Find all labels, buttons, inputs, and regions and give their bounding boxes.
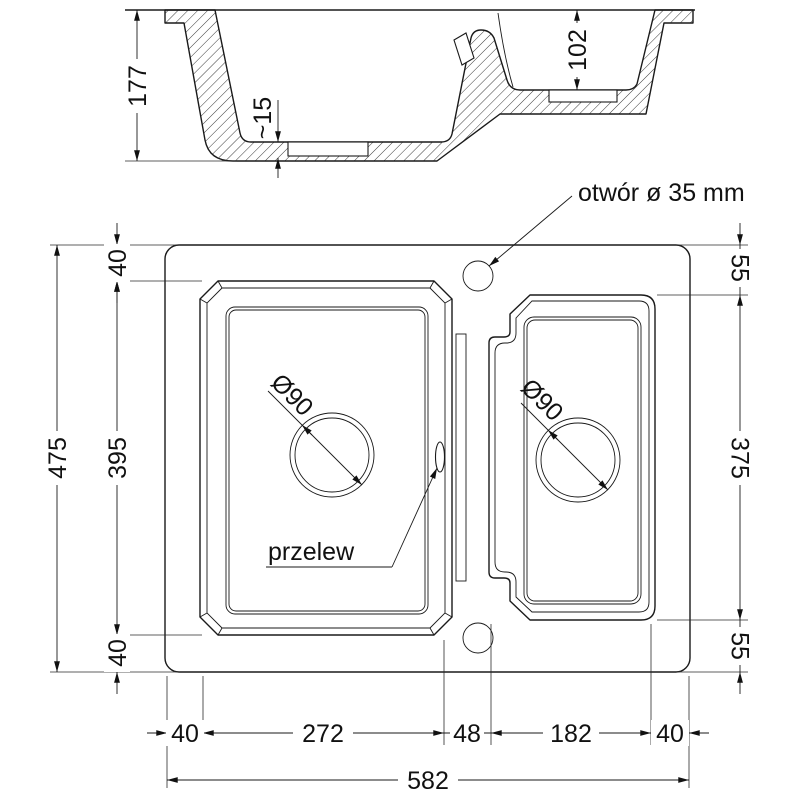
section-view — [125, 10, 695, 161]
dim-bottom-total: 582 — [407, 766, 449, 795]
faucet-hole-bottom — [463, 623, 493, 653]
divider-channel — [456, 334, 466, 581]
dim-section-depth-small: 102 — [563, 29, 592, 71]
dimension-texts — [44, 23, 754, 795]
dim-right-bowl: 375 — [725, 437, 754, 479]
dim-left-bowl: 395 — [103, 437, 132, 479]
dim-left-total: 475 — [43, 437, 72, 479]
dim-left-bottom: 40 — [103, 639, 132, 667]
overflow-label: przelew — [268, 538, 355, 566]
overflow-oval — [436, 442, 445, 472]
faucet-hole-top — [463, 261, 493, 291]
dim-bottom-bowl-right: 182 — [550, 719, 592, 748]
left-drain-recess — [288, 142, 368, 156]
dim-section-recess: ~15 — [248, 96, 277, 140]
dim-bottom-divider: 48 — [453, 719, 481, 748]
section-body — [165, 10, 693, 161]
right-bowl — [489, 295, 655, 620]
dim-drain-right: Ø90 — [515, 373, 569, 427]
dim-left-top: 40 — [103, 249, 132, 277]
plan-view — [165, 245, 690, 672]
overflow-leader — [392, 468, 437, 567]
dim-bottom-edge-right: 40 — [656, 719, 684, 748]
dim-section-depth-main: 177 — [123, 65, 152, 107]
dim-bottom-bowl-left: 272 — [302, 719, 344, 748]
left-bowl — [200, 281, 452, 635]
dim-bottom-edge-left: 40 — [171, 719, 199, 748]
dim-right-top: 55 — [725, 254, 754, 282]
dim-drain-left: Ø90 — [265, 368, 319, 422]
dim-right-bottom: 55 — [725, 632, 754, 660]
hole-label: otwór ø 35 mm — [578, 179, 745, 207]
hole-leader — [489, 196, 572, 266]
right-drain-recess — [549, 90, 617, 102]
extension-lines — [50, 161, 748, 788]
